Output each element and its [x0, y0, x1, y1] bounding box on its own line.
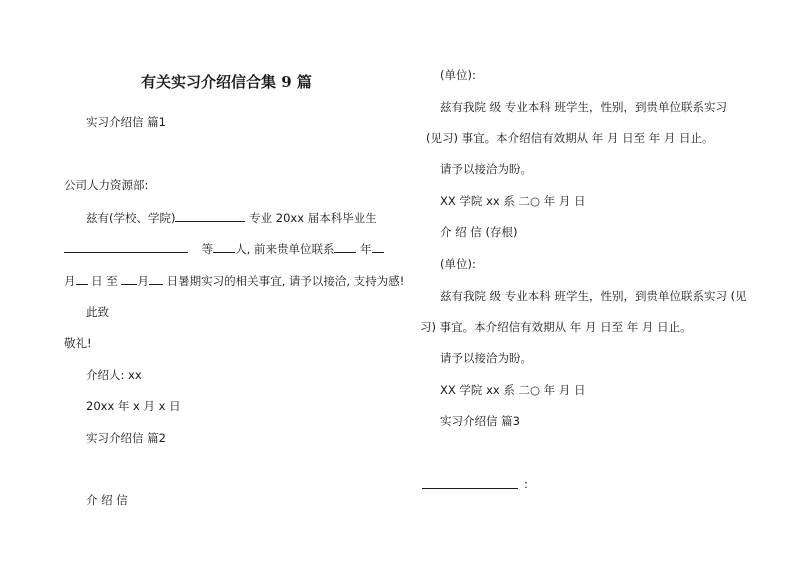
stub-heading: 介 绍 信 (存根)	[440, 225, 518, 239]
blank-rule	[334, 241, 356, 253]
school-line-text-b: 专业 20xx 届本科毕业生	[245, 211, 377, 225]
section1-heading: 实习介绍信 篇1	[86, 115, 166, 129]
body2-line1: 兹有我院 级 专业本科 班学生，性别，到贵单位联系实习 (见	[440, 289, 747, 303]
period-month2: 月	[137, 274, 149, 288]
period-day2-tail: 日暑期实习的相关事宜, 请予以接洽, 支持为感!	[162, 274, 405, 288]
blank-rule	[213, 241, 235, 253]
document-title: 有关实习介绍信合集 9 篇	[141, 73, 312, 91]
blank-rule	[121, 273, 137, 285]
blank-rule	[64, 241, 188, 253]
request-line-2: 请予以接洽为盼。	[440, 351, 532, 365]
body1-line1: 兹有我院 级 专业本科 班学生，性别，到贵单位联系实习	[440, 100, 727, 114]
blank-rule	[149, 273, 163, 285]
blank-rule	[76, 273, 88, 285]
closing-regards: 敬礼!	[64, 336, 92, 350]
school-line-text-a: 兹有(学校、学院)	[86, 211, 176, 225]
blank-rule	[422, 488, 518, 489]
body1-line2: (见习) 事宜。本介绍信有效期从 年 月 日至 年 月 日止。	[426, 131, 714, 145]
introducer: 介绍人: xx	[86, 368, 142, 382]
section3-heading: 实习介绍信 篇3	[440, 414, 520, 428]
count-line-text-a: 等	[198, 242, 214, 256]
period-day1: 日 至	[87, 274, 122, 288]
unit-line-2: (单位):	[440, 257, 476, 271]
letter-heading: 介 绍 信	[86, 493, 128, 507]
school-line	[86, 210, 377, 225]
signature-line-1: XX 学院 xx 系 二○ 年 月 日	[440, 194, 586, 208]
period-month1: 月	[64, 274, 76, 288]
closing-salutation: 此致	[86, 305, 109, 319]
request-line-1: 请予以接洽为盼。	[440, 162, 532, 176]
colon: :	[524, 477, 528, 491]
count-line-text-c: 年	[356, 242, 372, 256]
unit-line-1: (单位):	[440, 68, 476, 82]
letter-date: 20xx 年 x 月 x 日	[86, 399, 181, 413]
body2-line2: 习) 事宜。本介绍信有效期从 年 月 日至 年 月 日止。	[420, 320, 692, 334]
signature-line-2: XX 学院 xx 系 二○ 年 月 日	[440, 383, 586, 397]
blank-rule	[372, 241, 384, 253]
addressee: 公司人力资源部:	[64, 178, 149, 192]
section2-heading: 实习介绍信 篇2	[86, 431, 166, 445]
count-line-text-b: 人, 前来贵单位联系	[235, 242, 335, 256]
count-line	[64, 241, 384, 256]
period-line	[64, 273, 404, 288]
blank-rule	[175, 210, 245, 222]
